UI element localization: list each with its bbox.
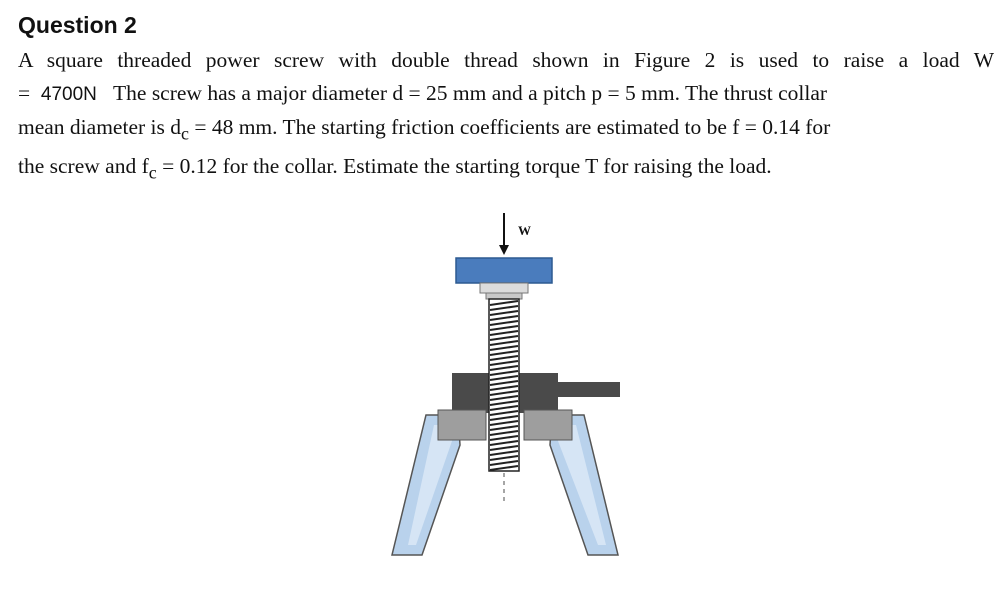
power-screw-figure <box>380 205 640 565</box>
load-platform <box>456 258 552 283</box>
problem-line-4 <box>18 150 994 189</box>
problem-line-1: A square threaded power screw with double thread shown in Figure 2 is used to raise a load W <box>18 48 994 72</box>
collar-subscript: c <box>180 123 189 144</box>
collar-friction-subscript: c <box>148 162 157 183</box>
problem-statement <box>18 44 994 189</box>
line-4-part-b: = 0.12 for the collar. Estimate the starting torque T for raising the load. <box>156 153 772 178</box>
line-3-part-a: mean diameter is d <box>18 115 181 139</box>
line-3-part-b: = 48 mm. The starting friction coefficients are estimated to be f = 0.14 for <box>188 115 831 139</box>
line-4-part-a: the screw and f <box>18 153 149 178</box>
problem-line-2-text: The screw has a major diameter d = 25 mm and a pitch p = 5 mm. The thrust collar <box>113 80 828 105</box>
problem-line-2 <box>18 77 994 112</box>
problem-line-3 <box>18 111 994 150</box>
collar-washer <box>486 293 522 299</box>
load-value: 4700N <box>40 83 97 105</box>
load-label: W <box>518 223 531 238</box>
frame-right-shoulder <box>524 410 572 440</box>
equals-sign: = <box>18 80 31 105</box>
question-heading: Question 2 <box>18 12 137 38</box>
frame-left-shoulder <box>438 410 486 440</box>
handle <box>558 382 620 397</box>
load-arrow-head <box>499 245 509 255</box>
thrust-collar <box>480 283 528 293</box>
